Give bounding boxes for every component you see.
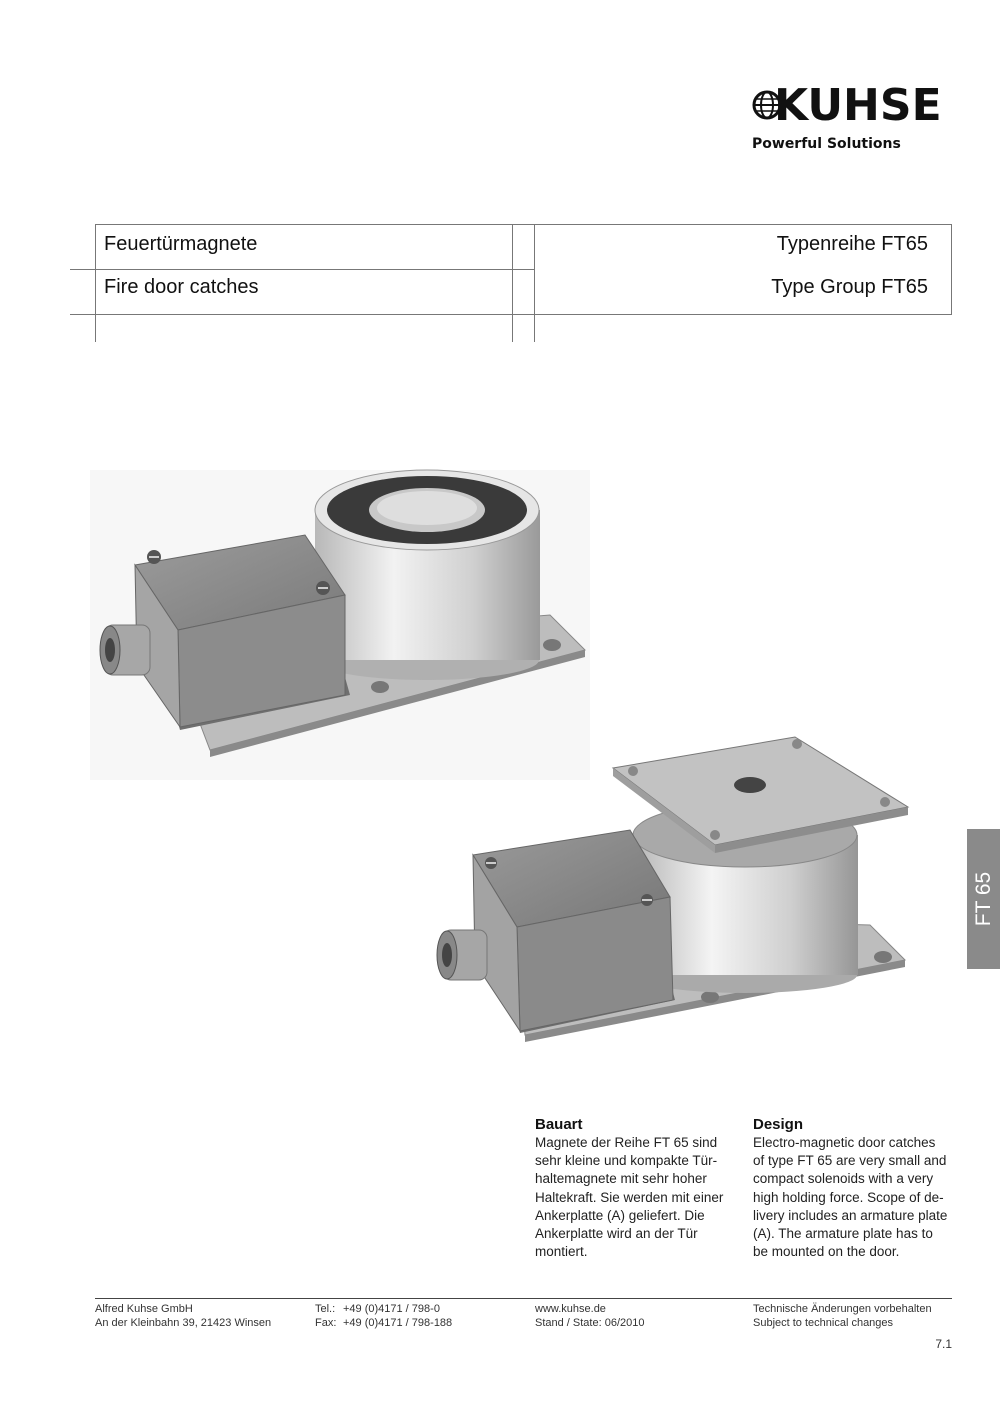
bauart-line: Haltekraft. Sie werden mit einer <box>535 1189 724 1205</box>
footer-tel: +49 (0)4171 / 798-0 <box>343 1303 440 1315</box>
type-de: Typenreihe FT65 <box>776 233 928 255</box>
footer-company: Alfred Kuhse GmbH <box>95 1303 193 1315</box>
section-tab-label: FT 65 <box>971 871 995 927</box>
footer-tel-label: Tel.: <box>315 1303 336 1315</box>
design-line: (A). The armature plate has to <box>753 1226 933 1242</box>
footer-contact-block <box>315 1302 452 1330</box>
bauart-line: Ankerplatte (A) geliefert. Die <box>535 1207 705 1223</box>
design-line: Electro-magnetic door catches <box>753 1135 936 1150</box>
footer-website-link[interactable]: www.kuhse.de <box>535 1303 606 1315</box>
design-line: be mounted on the door. <box>753 1244 900 1260</box>
bauart-line: montiert. <box>535 1244 588 1260</box>
bauart-line: Ankerplatte wird an der Tür <box>535 1226 698 1242</box>
footer-rule <box>95 1298 952 1299</box>
title-de: Feuertürmagnete <box>104 233 258 255</box>
bauart-line: Magnete der Reihe FT 65 sind <box>535 1135 718 1150</box>
footer-fax-label: Fax: <box>315 1317 337 1329</box>
header-rule-top <box>95 224 952 225</box>
header-rule-bottom <box>70 314 952 315</box>
header-divider-left <box>95 224 96 342</box>
footer-fax: +49 (0)4171 / 798-188 <box>343 1317 453 1329</box>
design-heading: Design <box>753 1116 804 1133</box>
brand-name: KUHSE <box>774 80 942 131</box>
section-tab <box>967 829 1000 969</box>
footer-state: Stand / State: 06/2010 <box>535 1317 645 1329</box>
design-line: of type FT 65 are very small and <box>753 1153 947 1169</box>
product-photo-ft65-armature <box>425 735 915 1085</box>
header-divider-center-a <box>512 224 513 342</box>
header-divider-center-b <box>534 224 535 342</box>
title-en: Fire door catches <box>104 276 259 298</box>
header-rule-mid <box>70 269 534 270</box>
footer-note-en: Subject to technical changes <box>753 1317 894 1329</box>
bauart-text <box>535 1134 735 1261</box>
footer-web-block <box>535 1302 644 1330</box>
bauart-line: sehr kleine und kompakte Tür- <box>535 1153 718 1169</box>
footer-note-de: Technische Änderungen vorbehalten <box>753 1303 932 1315</box>
bauart-line: haltemagnete mit sehr hoher <box>535 1171 707 1187</box>
type-en: Type Group FT65 <box>771 276 928 298</box>
header-divider-right <box>951 224 952 314</box>
design-line: livery includes an armature plate <box>753 1207 948 1223</box>
design-line: high holding force. Scope of de- <box>753 1189 944 1205</box>
footer-note-block <box>753 1302 932 1330</box>
brand-tagline: Powerful Solutions <box>752 136 901 152</box>
brand-logo <box>752 80 952 164</box>
page-number: 7.1 <box>935 1337 952 1351</box>
design-line: compact solenoids with a very <box>753 1171 934 1187</box>
design-text <box>753 1134 953 1261</box>
bauart-heading: Bauart <box>535 1116 583 1133</box>
footer-address: An der Kleinbahn 39, 21423 Winsen <box>95 1317 272 1329</box>
footer-company-block <box>95 1302 271 1330</box>
